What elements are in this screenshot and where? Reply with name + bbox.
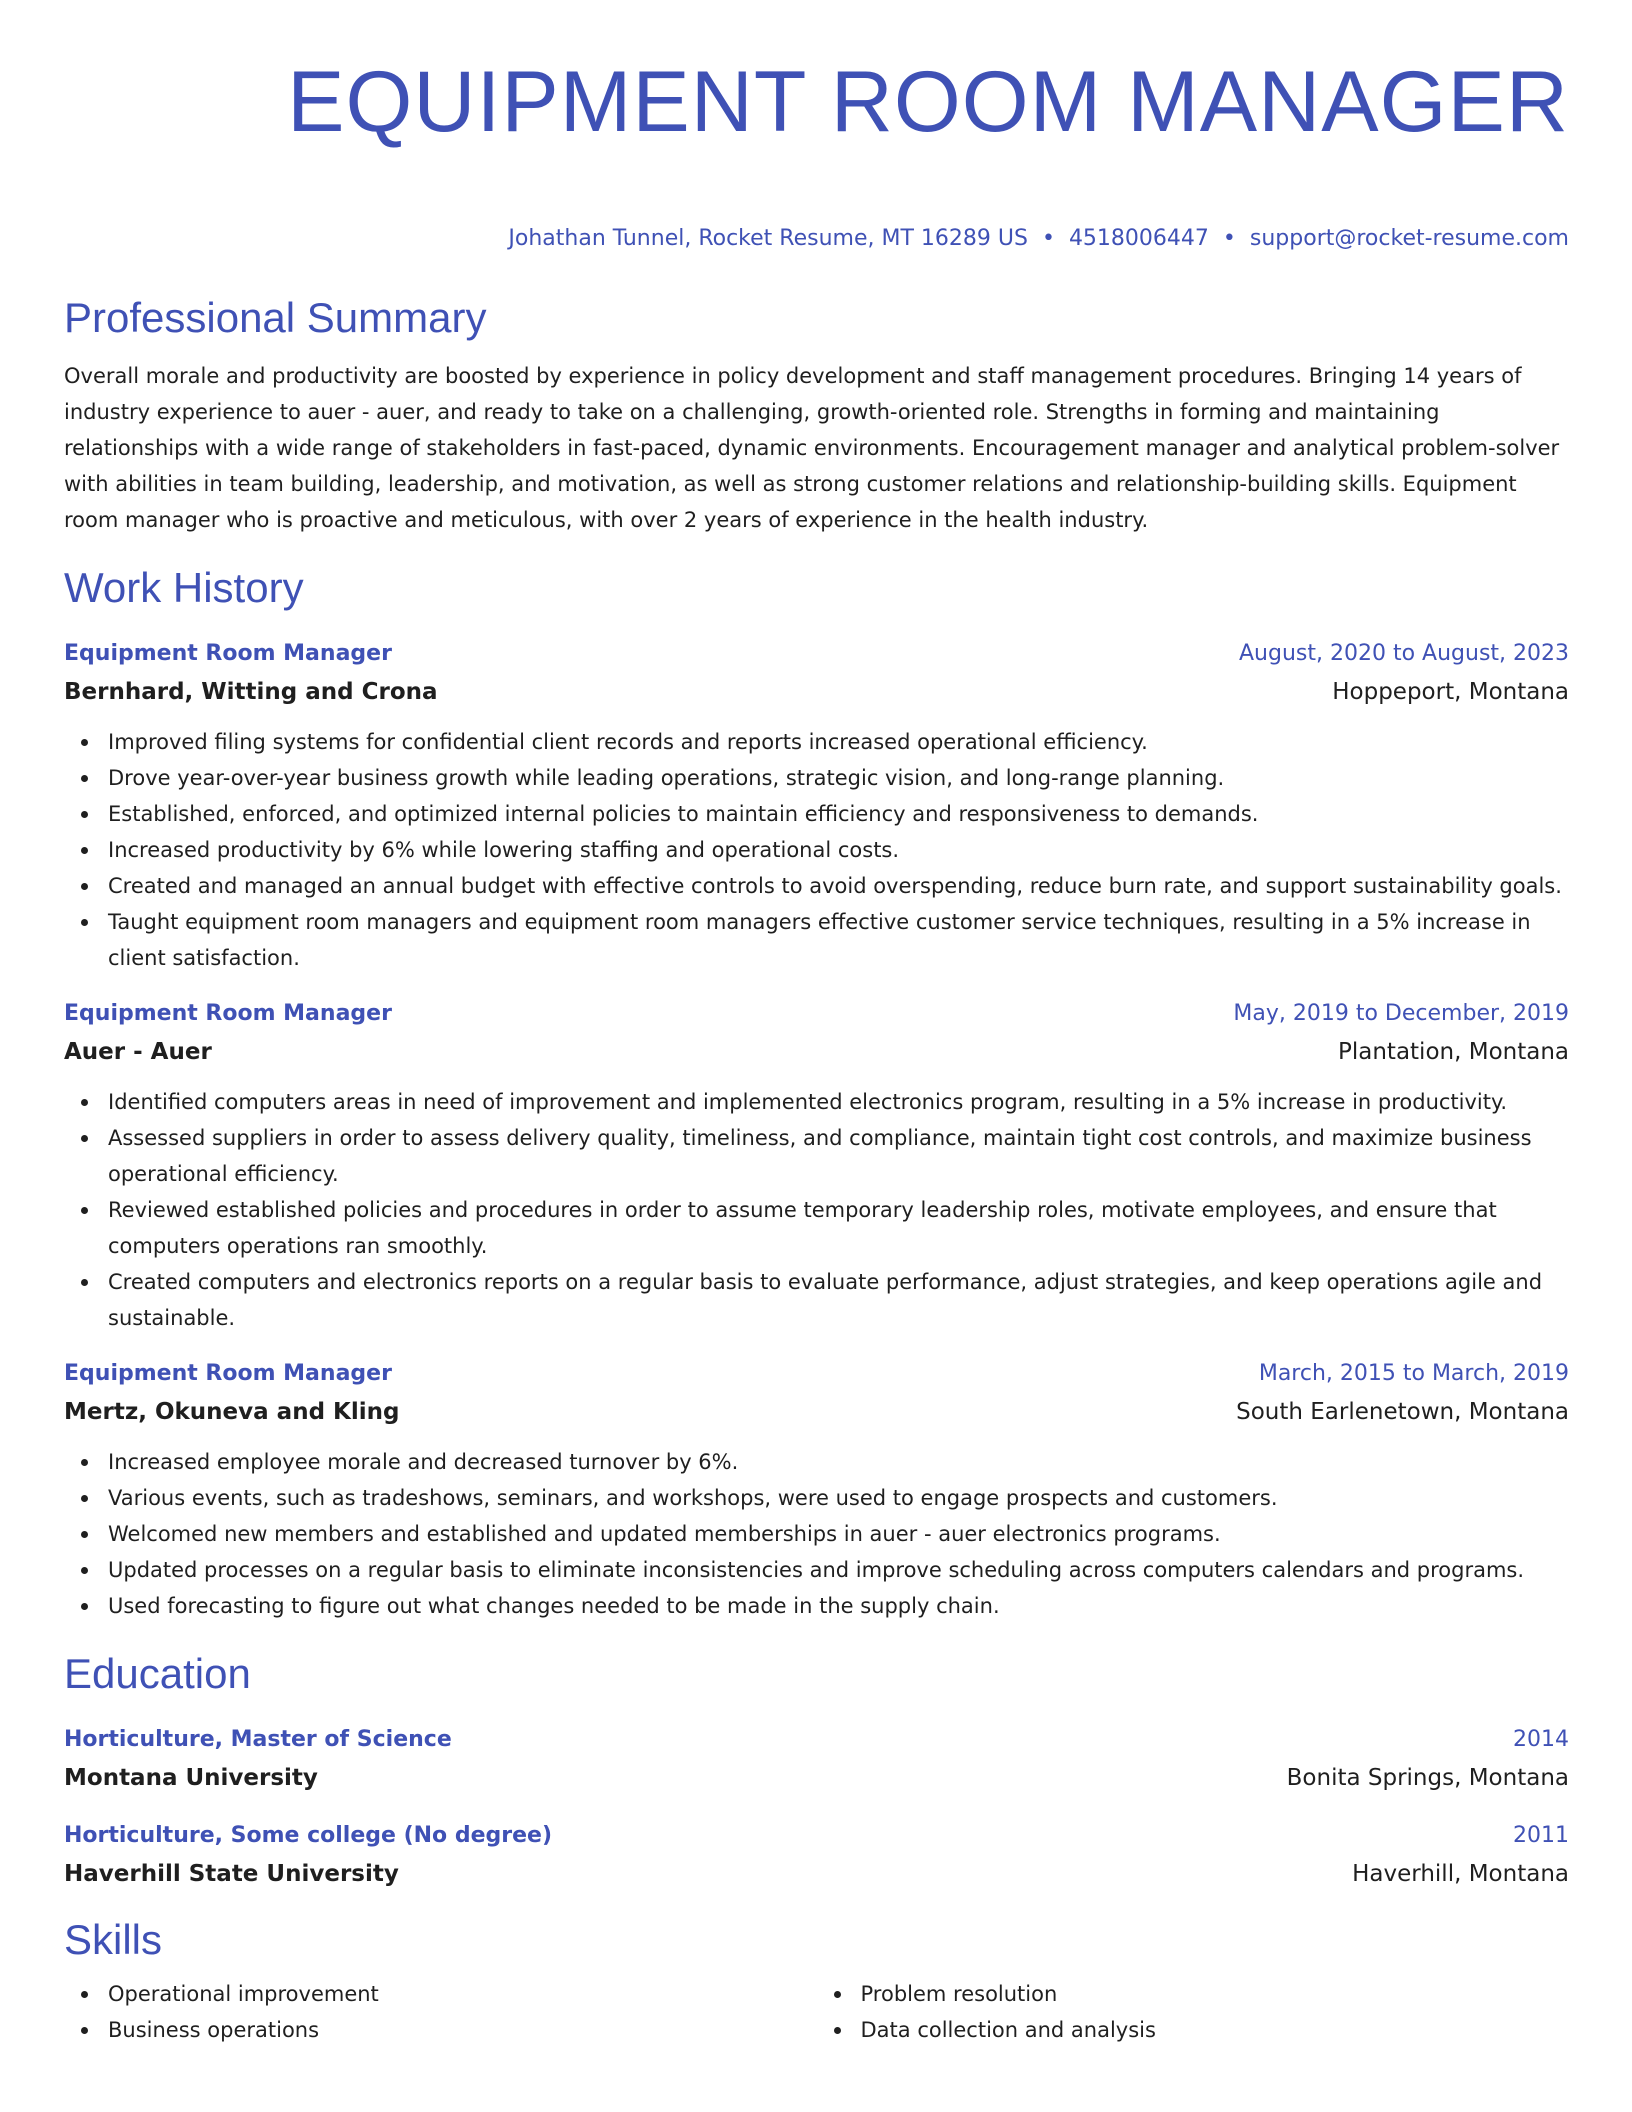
company-name: Bernhard, Witting and Crona: [64, 679, 438, 705]
skills-grid: [64, 1976, 1569, 2048]
job-dates: May, 2019 to December, 2019: [1233, 1001, 1569, 1026]
skills-list-right: [817, 1976, 1570, 2048]
school-location: Haverhill, Montana: [1352, 1861, 1569, 1887]
list-item: Identified computers areas in need of improvement and implemented electronics program, resulting in a 5% increase in productivity.: [108, 1084, 1569, 1120]
skills-heading: Skills: [64, 1916, 163, 1963]
list-item: Welcomed new members and established and updated memberships in auer - auer electronics programs.: [108, 1516, 1569, 1552]
summary-text: Overall morale and productivity are boosted by experience in policy development and staff management procedures. Bringing 14 years of industry experience to auer - auer, and ready to take on a challenging, growth-oriented role. Strengths in forming and maintaining relationships with a wide range of stakeholders in fast-paced, dynamic environments. Encouragement manager and analytical problem-solver with abilities in team building, leadership, and motivation, as well as strong customer relations and relationship-building skills. Equipment room manager who is proactive and meticulous, with over 2 years of experience in the health industry.: [64, 364, 1560, 532]
list-item: Created computers and electronics reports on a regular basis to evaluate performance, adjust strategies, and keep operations agile and sustainable.: [108, 1264, 1569, 1336]
job-dates: August, 2020 to August, 2023: [1239, 641, 1569, 666]
education-entry: [64, 1722, 1569, 1798]
contact-phone: 4518006447: [1068, 226, 1209, 251]
list-item: Improved filing systems for confidential client records and reports increased operational efficiency.: [108, 724, 1569, 760]
skill-item: Problem resolution: [861, 1976, 1570, 2012]
job-title: Equipment Room Manager: [64, 1361, 392, 1386]
job-entry: [64, 1356, 1569, 1624]
contact-email[interactable]: support@rocket-resume.com: [1249, 226, 1569, 251]
list-item: Taught equipment room managers and equipment room managers effective customer service techniques, resulting in a 5% increase in client satisfaction.: [108, 904, 1569, 976]
graduation-year: 2014: [1513, 1727, 1569, 1752]
company-name: Mertz, Okuneva and Kling: [64, 1399, 400, 1425]
job-entry: [64, 996, 1569, 1336]
job-dates: March, 2015 to March, 2019: [1258, 1361, 1569, 1386]
separator-dot: •: [1041, 226, 1055, 251]
resume-title: EQUIPMENT ROOM MANAGER: [287, 54, 1569, 150]
contact-address: Johathan Tunnel, Rocket Resume, MT 16289 US: [508, 226, 1028, 251]
resume-header: [64, 52, 1569, 254]
skill-item: Operational improvement: [108, 1976, 817, 2012]
list-item: Used forecasting to figure out what changes needed to be made in the supply chain.: [108, 1588, 1569, 1624]
list-item: Drove year-over-year business growth while leading operations, strategic vision, and long-range planning.: [108, 760, 1569, 796]
job-entry: [64, 636, 1569, 976]
job-location: South Earlenetown, Montana: [1236, 1399, 1569, 1425]
job-location: Hoppeport, Montana: [1332, 679, 1569, 705]
school-location: Bonita Springs, Montana: [1286, 1765, 1569, 1791]
list-item: Updated processes on a regular basis to eliminate inconsistencies and improve scheduling across computers calendars and programs.: [108, 1552, 1569, 1588]
degree-title: Horticulture, Master of Science: [64, 1727, 452, 1752]
education-heading: Education: [64, 1650, 251, 1697]
school-name: Haverhill State University: [64, 1861, 399, 1887]
summary-heading: Professional Summary: [64, 294, 487, 341]
list-item: Reviewed established policies and procedures in order to assume temporary leadership roles, motivate employees, and ensure that computers operations ran smoothly.: [108, 1192, 1569, 1264]
education-entry: [64, 1818, 1569, 1894]
contact-line: [64, 224, 1569, 254]
separator-dot: •: [1222, 226, 1236, 251]
work-history-heading: Work History: [64, 564, 304, 611]
job-title: Equipment Room Manager: [64, 641, 392, 666]
graduation-year: 2011: [1513, 1823, 1569, 1848]
list-item: Increased employee morale and decreased turnover by 6%.: [108, 1444, 1569, 1480]
job-location: Plantation, Montana: [1338, 1039, 1569, 1065]
list-item: Created and managed an annual budget with effective controls to avoid overspending, reduce burn rate, and support sustainability goals.: [108, 868, 1569, 904]
school-name: Montana University: [64, 1765, 318, 1791]
job-bullets: [64, 1444, 1569, 1624]
list-item: Increased productivity by 6% while lowering staffing and operational costs.: [108, 832, 1569, 868]
job-title: Equipment Room Manager: [64, 1001, 392, 1026]
job-bullets: [64, 724, 1569, 976]
list-item: Established, enforced, and optimized internal policies to maintain efficiency and responsiveness to demands.: [108, 796, 1569, 832]
skills-list-left: [64, 1976, 817, 2048]
degree-title: Horticulture, Some college (No degree): [64, 1823, 552, 1848]
skill-item: Business operations: [108, 2012, 817, 2048]
skill-item: Data collection and analysis: [861, 2012, 1570, 2048]
list-item: Various events, such as tradeshows, seminars, and workshops, were used to engage prospects and customers.: [108, 1480, 1569, 1516]
company-name: Auer - Auer: [64, 1039, 212, 1065]
job-bullets: [64, 1084, 1569, 1336]
list-item: Assessed suppliers in order to assess delivery quality, timeliness, and compliance, maintain tight cost controls, and maximize business operational efficiency.: [108, 1120, 1569, 1192]
